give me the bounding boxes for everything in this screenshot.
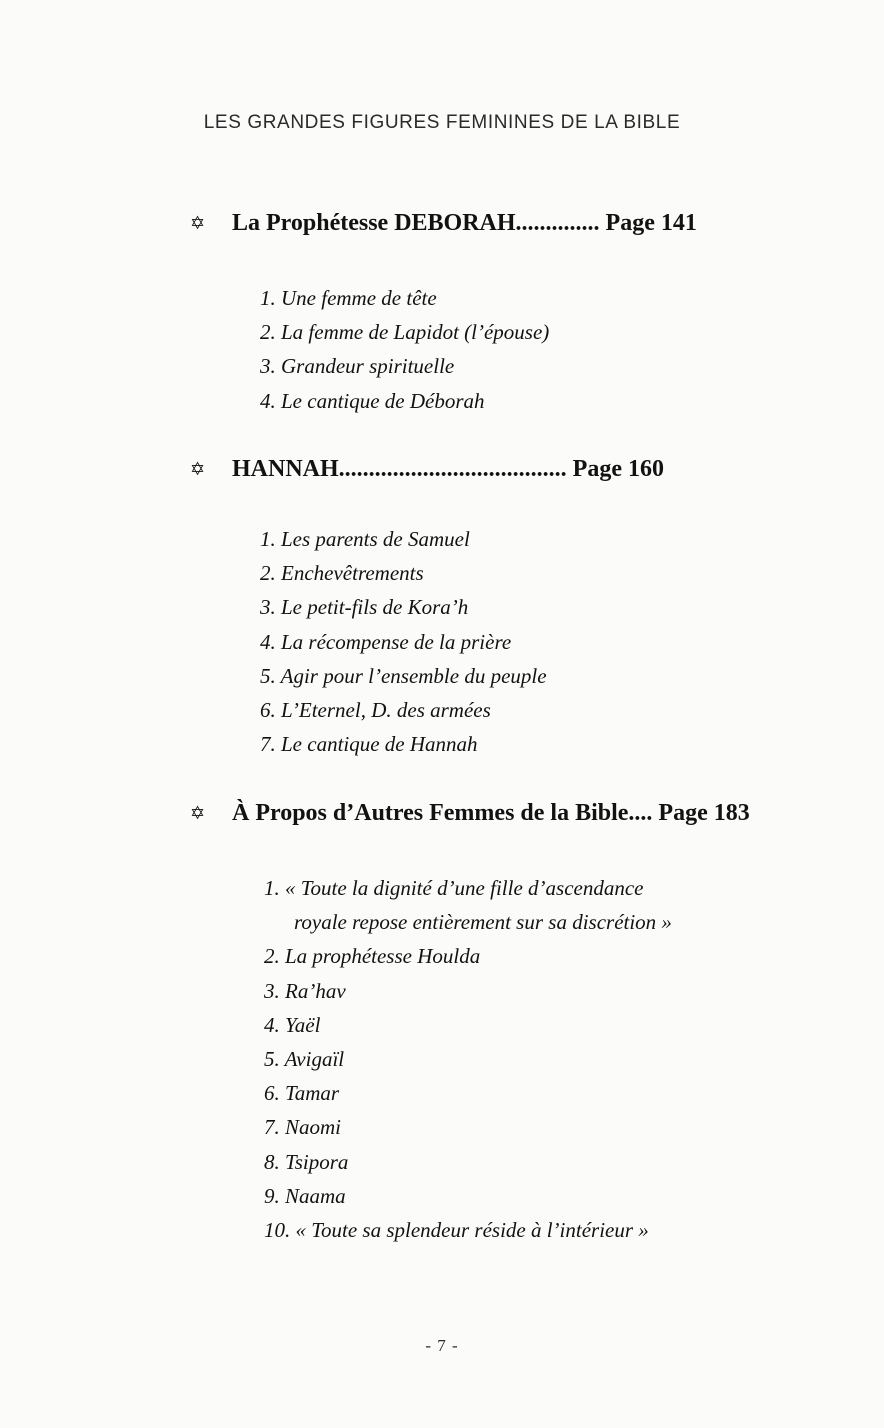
list-item: 6. L’Eternel, D. des armées xyxy=(260,697,491,722)
section-heading-deborah xyxy=(190,210,697,237)
list-item: 5. Avigaïl xyxy=(264,1046,345,1071)
list-item: 3. Le petit-fils de Kora’h xyxy=(260,595,469,620)
list-item: 3. Grandeur spirituelle xyxy=(260,354,455,379)
list-item: 9. Naama xyxy=(264,1183,346,1208)
section-heading-hannah xyxy=(190,456,664,483)
list-item: 4. La récompense de la prière xyxy=(260,629,512,654)
list-item: 6. Tamar xyxy=(264,1081,340,1106)
list-item: 5. Agir pour l’ensemble du peuple xyxy=(260,663,547,688)
list-item: 8. Tsipora xyxy=(264,1149,349,1174)
list-item: 10. « Toute sa splendeur réside à l’intérieur » xyxy=(264,1217,649,1242)
list-item: 4. Yaël xyxy=(264,1012,321,1037)
star-of-david-icon: ✡ xyxy=(190,803,206,823)
list-item: 7. Le cantique de Hannah xyxy=(260,732,478,757)
section-title: HANNAH...................................... Page 160 xyxy=(232,456,664,482)
star-of-david-icon: ✡ xyxy=(190,213,206,233)
list-item: 7. Naomi xyxy=(264,1115,342,1140)
list-item: 3. Ra’hav xyxy=(264,978,346,1003)
section-heading-autres-femmes xyxy=(190,800,750,827)
section-title: La Prophétesse DEBORAH.............. Page 141 xyxy=(232,210,697,236)
list-item: 2. La femme de Lapidot (l’épouse) xyxy=(260,320,550,345)
star-of-david-icon: ✡ xyxy=(190,459,206,479)
list-item: 4. Le cantique de Déborah xyxy=(260,388,485,413)
list-item: 1. « Toute la dignité d’une fille d’ascendance xyxy=(264,876,644,900)
deborah-item-list xyxy=(260,281,549,418)
list-item: 2. Enchevêtrements xyxy=(260,561,424,586)
list-item: 1. Une femme de tête xyxy=(260,286,437,310)
list-item-continuation: royale repose entièrement sur sa discrétion » xyxy=(294,910,672,935)
hannah-item-list xyxy=(260,522,547,761)
list-item: 1. Les parents de Samuel xyxy=(260,527,470,551)
running-head: LES GRANDES FIGURES FEMININES DE LA BIBLE xyxy=(203,112,681,133)
page-number: - 7 - xyxy=(425,1336,459,1355)
autres-femmes-item-list xyxy=(264,871,672,1247)
section-title: À Propos d’Autres Femmes de la Bible.... Page 183 xyxy=(232,800,750,826)
list-item: 2. La prophétesse Houlda xyxy=(264,944,481,969)
